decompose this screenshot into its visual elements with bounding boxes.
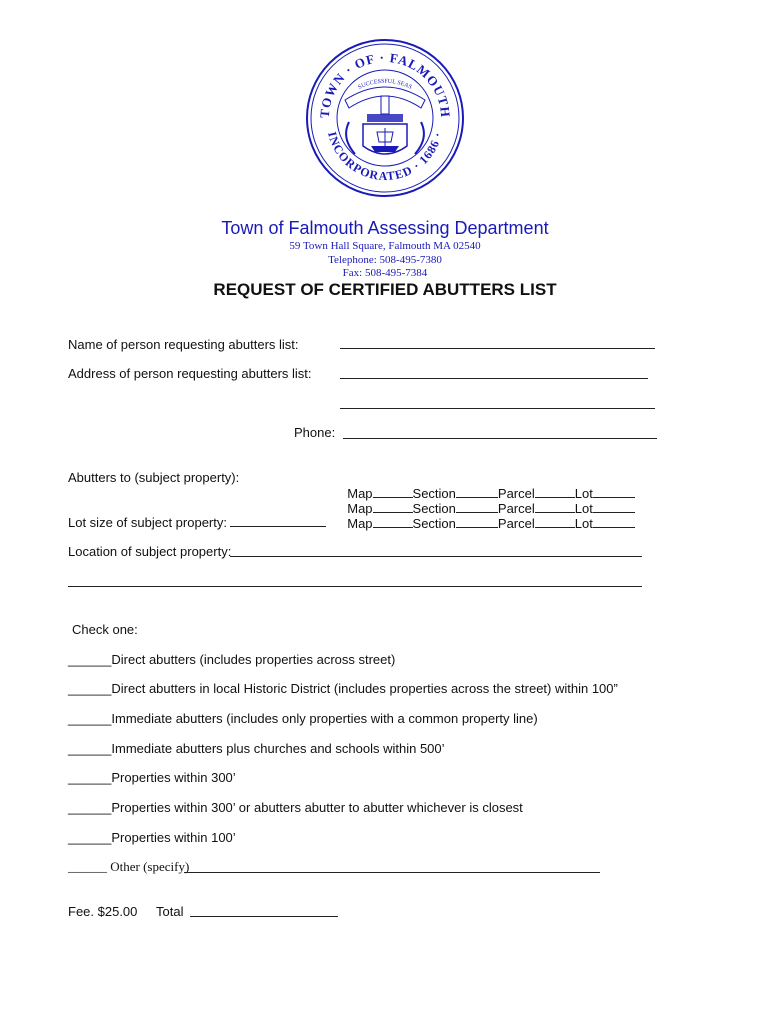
check-blank[interactable]: ______ xyxy=(68,681,112,696)
svg-text:SUCCESSFUL SEAS xyxy=(357,79,412,91)
check-option-300-or-abutter[interactable] xyxy=(68,800,523,815)
department-telephone: Telephone: 508-495-7380 xyxy=(328,254,442,266)
phone-label: Phone: xyxy=(294,425,336,440)
check-blank[interactable]: ______ xyxy=(68,830,112,845)
section-label: Section xyxy=(412,486,456,501)
map-label: Map xyxy=(347,501,373,516)
check-option-label: Direct abutters in local Historic District (includes properties across the street) within 100” xyxy=(111,681,618,696)
check-option-label: Immediate abutters (includes only properties with a common property line) xyxy=(111,711,538,726)
phone-field[interactable] xyxy=(343,438,657,439)
lot-label: Lot xyxy=(574,501,593,516)
check-option-label: Properties within 300’ xyxy=(111,770,236,785)
form-title: REQUEST OF CERTIFIED ABUTTERS LIST xyxy=(213,280,557,299)
abutters-label: Abutters to (subject property): xyxy=(68,470,240,485)
department-fax: Fax: 508-495-7384 xyxy=(342,267,428,279)
check-option-other-label[interactable]: ______ Other (specify) xyxy=(68,859,190,874)
fee-label: Fee. $25.00 xyxy=(68,904,138,919)
check-option-300[interactable] xyxy=(68,770,236,785)
address-label: Address of person requesting abutters list: xyxy=(68,366,312,381)
check-option-100[interactable] xyxy=(68,830,236,845)
parcel-label: Parcel xyxy=(497,486,535,501)
check-blank[interactable]: ______ xyxy=(68,711,112,726)
address-field-line-1[interactable] xyxy=(340,378,648,379)
other-specify-field[interactable] xyxy=(184,872,600,873)
name-label: Name of person requesting abutters list: xyxy=(68,337,299,352)
seal-top-text: TOWN · OF · FALMOUTH xyxy=(316,49,454,119)
location-label: Location of subject property: xyxy=(68,544,232,559)
department-address: 59 Town Hall Square, Falmouth MA 02540 xyxy=(289,240,481,252)
department-title: Town of Falmouth Assessing Department xyxy=(221,218,549,238)
check-blank[interactable]: ______ xyxy=(68,800,112,815)
check-option-direct[interactable] xyxy=(68,652,395,667)
lot-size-label: Lot size of subject property: xyxy=(68,515,227,530)
location-field-line-1[interactable] xyxy=(230,556,642,557)
map-field[interactable] xyxy=(373,515,413,528)
name-field[interactable] xyxy=(340,348,655,349)
seal-bottom-text: INCORPORATED · 1686 · xyxy=(325,130,445,184)
lot-label: Lot xyxy=(574,516,593,531)
check-option-label: Properties within 100’ xyxy=(111,830,236,845)
map-section-parcel-lot-row xyxy=(340,500,635,531)
map-label: Map xyxy=(347,516,373,531)
check-option-historic[interactable] xyxy=(68,681,618,696)
map-label: Map xyxy=(347,486,373,501)
town-seal-logo xyxy=(305,38,465,198)
check-option-immediate[interactable] xyxy=(68,711,538,726)
section-field[interactable] xyxy=(456,515,498,528)
parcel-label: Parcel xyxy=(497,501,535,516)
check-blank[interactable]: ______ xyxy=(68,652,112,667)
check-one-heading: Check one: xyxy=(72,622,138,637)
seal-banner-text: SUCCESSFUL SEAS xyxy=(357,78,413,91)
check-blank[interactable]: ______ xyxy=(68,770,112,785)
parcel-field[interactable] xyxy=(535,515,575,528)
check-option-label: Immediate abutters plus churches and schools within 500’ xyxy=(111,741,445,756)
check-blank[interactable]: ______ xyxy=(68,741,112,756)
section-label: Section xyxy=(412,516,456,531)
check-option-label: Direct abutters (includes properties across street) xyxy=(111,652,396,667)
lot-label: Lot xyxy=(574,486,593,501)
address-field-line-2[interactable] xyxy=(340,408,655,409)
lot-size-field[interactable] xyxy=(230,526,326,527)
location-field-line-2[interactable] xyxy=(68,586,642,587)
lot-field[interactable] xyxy=(593,515,635,528)
section-label: Section xyxy=(412,501,456,516)
total-label: Total xyxy=(156,904,184,919)
parcel-label: Parcel xyxy=(497,516,535,531)
total-field[interactable] xyxy=(190,916,338,917)
check-option-label: Properties within 300’ or abutters abutter to abutter whichever is closest xyxy=(111,800,523,815)
check-option-immediate-churches[interactable] xyxy=(68,741,445,756)
